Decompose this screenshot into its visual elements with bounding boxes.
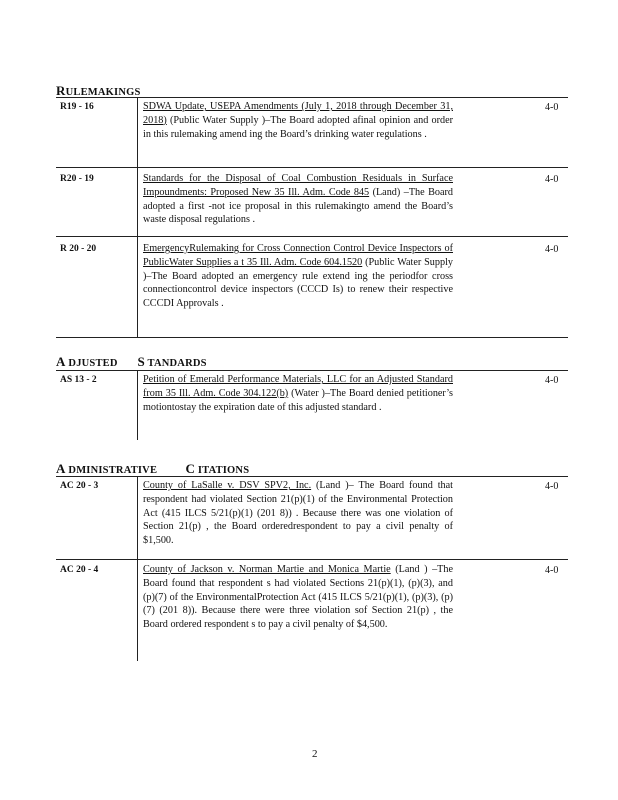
case-number: AS 13 - 2 [60,375,97,385]
divider [56,370,568,371]
case-title: Standards for the Disposal of Coal Combustion Residuals in Surface Impoundments: Proposed New 35 Ill. Adm. Code 845 [143,173,453,198]
case-body: (Public Water Supply )–The Board adopted afinal opinion and order in this rulemaking amend ing the Board’s drinking water regulations . [143,114,453,140]
case-description [143,242,453,311]
case-body: (Land ) –The Board found that respondent s had violated Sections 21(p)(1), (p)(3), and (p)(7) of the EnvironmentalProtection Act (415 ILCS 5/21(p)(1), (p)(3), (p)(7) (201 8)). Because there were three violation sof Section 21(p) , the Board ordered respondent s to pay a civil penalty of $4,500. [143,564,453,631]
column-divider [137,370,138,440]
column-divider [137,476,138,661]
vote: 4-0 [545,565,559,576]
divider [56,236,568,237]
case-body: (Land) –The Board adopted a first -not ice proposal in this rulemakingto amend the Board’s waste disposal regulations . [143,186,453,226]
section-rest: ULEMAKINGS [65,87,141,98]
case-number: R20 - 19 [60,174,94,184]
case-title: County of Jackson v. Norman Martie and Monica Martie [143,564,391,575]
case-description [143,373,453,414]
case-body: (Land )– The Board found that respondent had violated Section 21(p)(1) of the Environmental Protection Act (415 ILCS 5/21(p)(1) (201 8)) . Because there was one violation of Section 21(p) , the Board orderedrespondent to pay a civil penalty of $1,500. [143,480,453,547]
section-initial: A [56,461,66,476]
section-rest: TANDARDS [144,358,207,369]
vote: 4-0 [545,481,559,492]
section-initial: R [56,83,66,98]
case-description [143,100,453,141]
case-number: AC 20 - 3 [60,481,99,491]
section-title-administrative-citations [56,461,249,477]
vote: 4-0 [545,375,559,386]
vote: 4-0 [545,244,559,255]
case-description [143,479,453,548]
case-body: (Public Water Supply )–The Board adopted an emergency rule extend ing the periodfor cross connectioncontrol device inspectors (CCCD Is) to renew their respective CCCDI Approvals . [143,256,453,310]
divider [56,167,137,168]
divider [56,97,568,98]
section-initial: S [137,354,145,369]
case-title: Petition of Emerald Performance Materials, LLC for an Adjusted Standard from 35 Ill. Adm. Code 304.122(b) [143,374,453,399]
vote: 4-0 [545,102,559,113]
case-number: R 20 - 20 [60,244,97,254]
case-number: AC 20 - 4 [60,565,99,575]
case-title: EmergencyRulemaking for Cross Connection Control Device Inspectors of PublicWater Supplies a t 35 Ill. Adm. Code 604.1520 [143,243,453,268]
divider [56,559,568,560]
section-rest: DMINISTRATIVE [65,465,158,476]
divider [56,337,568,338]
case-title: SDWA Update, USEPA Amendments (July 1, 2018 through December 31, 2018) [143,101,453,126]
page-number: 2 [312,748,318,760]
vote: 4-0 [545,174,559,185]
case-description [143,563,453,632]
divider [56,476,568,477]
section-rest: ITATIONS [195,465,250,476]
case-description [143,172,453,227]
section-initial: C [185,461,196,476]
case-body: (Water )–The Board denied petitioner’s motiontostay the expiration date of this adjusted standard . [143,387,453,413]
case-number: R19 - 16 [60,102,94,112]
section-initial: A [56,354,66,369]
divider [137,167,568,168]
section-title-adjusted-standards [56,354,207,370]
column-divider [137,97,138,337]
section-rest: DJUSTED [65,358,118,369]
case-title: County of LaSalle v. DSV SPV2, Inc. [143,480,312,491]
